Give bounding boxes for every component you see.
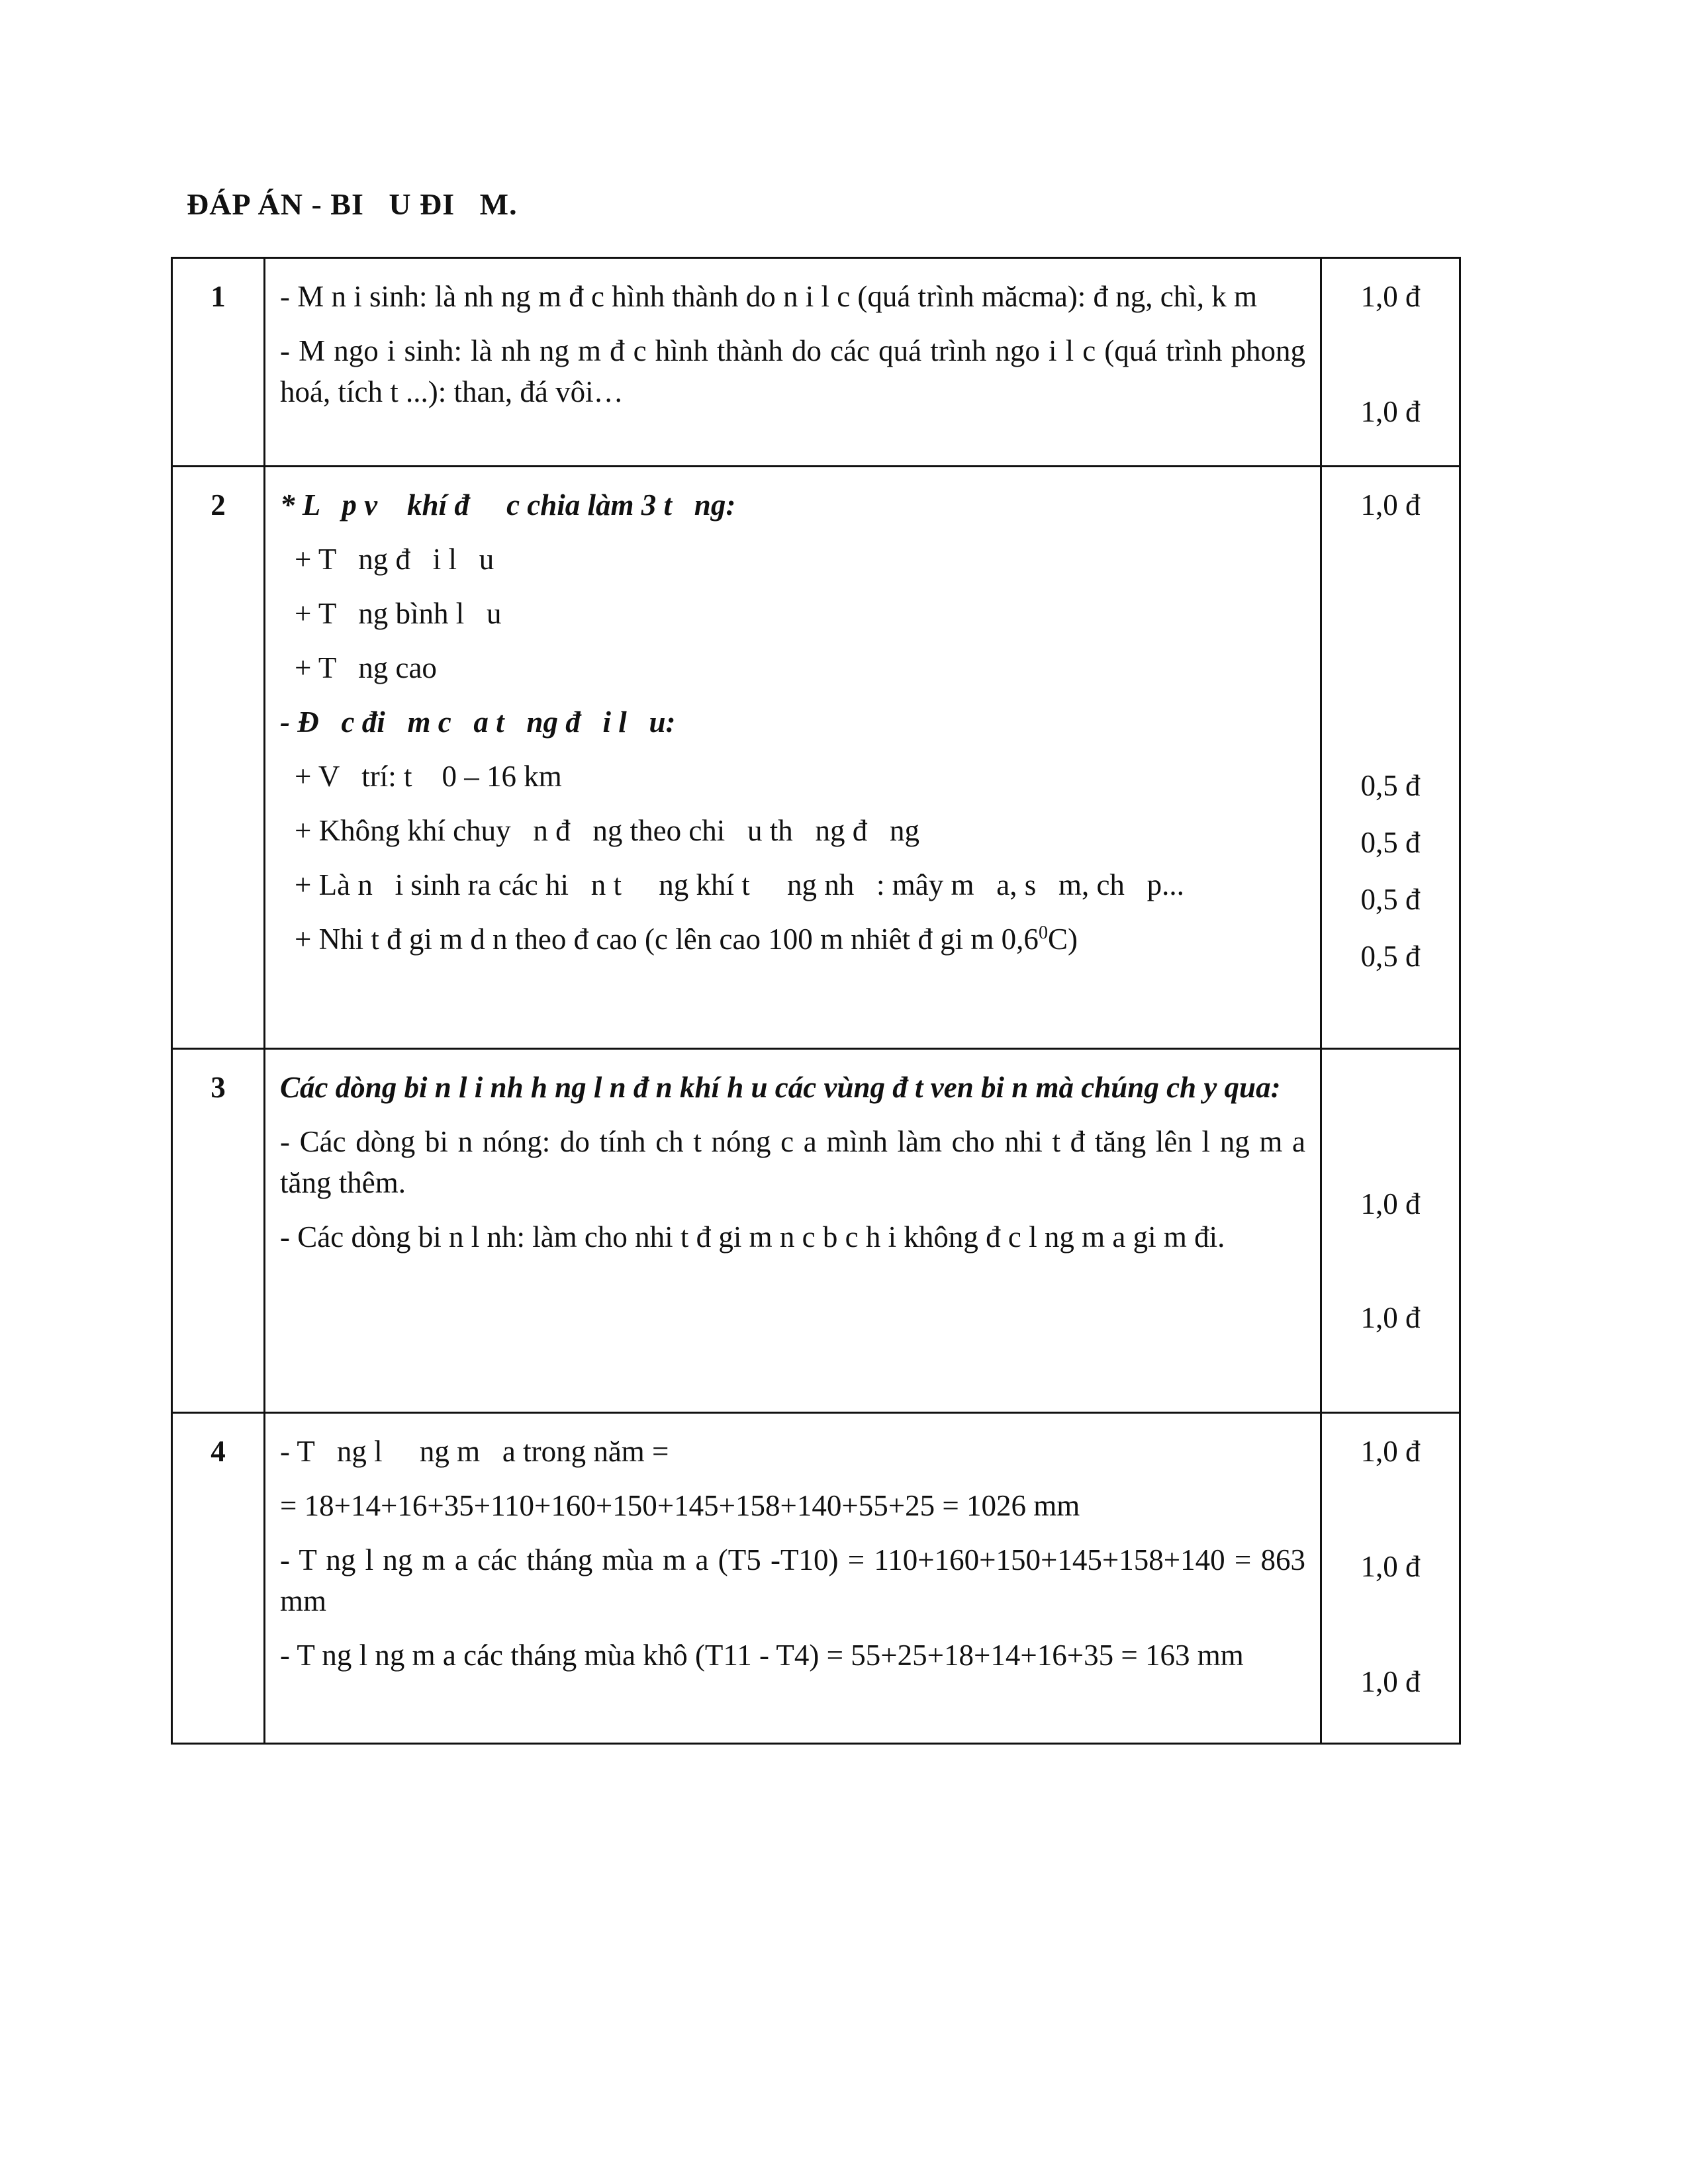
score: 1,0 đ bbox=[1360, 1435, 1421, 1468]
answer-line: = 18+14+16+35+110+160+150+145+158+140+55+25 = 1026 mm bbox=[280, 1489, 1080, 1522]
score: 1,0 đ bbox=[1360, 488, 1421, 522]
answer-line: - Các dòng bi n l nh: làm cho nhi t đ gi m n c b c h i không đ c l ng m a gi m đi. bbox=[280, 1220, 1225, 1253]
score: 0,5 đ bbox=[1360, 883, 1421, 916]
score: 1,0 đ bbox=[1360, 1301, 1421, 1334]
answer-line: - Các dòng bi n nóng: do tính ch t nóng c a mình làm cho nhi t đ tăng lên l ng m a tăng thêm. bbox=[280, 1125, 1305, 1199]
score: 1,0 đ bbox=[1360, 280, 1421, 313]
section-subheading: - Đ c đi m c a t ng đ i l u: bbox=[280, 705, 676, 739]
score: 0,5 đ bbox=[1360, 826, 1421, 859]
table-row bbox=[172, 1049, 1460, 1413]
section-heading: * L p v khí đ c chia làm 3 t ng: bbox=[280, 488, 736, 522]
score: 1,0 đ bbox=[1360, 1665, 1421, 1698]
feature-item: + V trí: t 0 – 16 km bbox=[295, 760, 562, 793]
table-row bbox=[172, 467, 1460, 1049]
score-cell bbox=[1321, 1049, 1460, 1413]
score: 0,5 đ bbox=[1360, 940, 1421, 973]
feature-item bbox=[280, 919, 1305, 960]
feature-item: + Là n i sinh ra các hi n t ng khí t ng nh : mây m a, s m, ch p... bbox=[295, 868, 1184, 901]
score-cell bbox=[1321, 467, 1460, 1049]
layer-item: + T ng cao bbox=[295, 651, 437, 684]
answer-content bbox=[265, 1413, 1321, 1744]
answer-line: - M ngo i sinh: là nh ng m đ c hình thành do các quá trình ngo i l c (quá trình phong hoá, tích t ...): than, đá vôi… bbox=[280, 334, 1305, 408]
score-cell bbox=[1321, 258, 1460, 467]
layer-item: + T ng bình l u bbox=[295, 597, 502, 630]
answer-content bbox=[265, 1049, 1321, 1413]
answer-line: - T ng l ng m a các tháng mùa khô (T11 - T4) = 55+25+18+14+16+35 = 163 mm bbox=[280, 1639, 1244, 1672]
degree-superscript: 0 bbox=[1038, 923, 1048, 943]
score: 0,5 đ bbox=[1360, 769, 1421, 802]
question-number: 2 bbox=[172, 467, 265, 1049]
answer-line: - T ng l ng m a trong năm = bbox=[280, 1435, 669, 1468]
layer-item: + T ng đ i l u bbox=[295, 543, 494, 576]
question-number: 3 bbox=[172, 1049, 265, 1413]
score: 1,0 đ bbox=[1360, 1550, 1421, 1583]
answer-table bbox=[171, 257, 1461, 1745]
score: 1,0 đ bbox=[1360, 395, 1421, 428]
score-cell bbox=[1321, 1413, 1460, 1744]
question-number: 1 bbox=[172, 258, 265, 467]
answer-content bbox=[265, 467, 1321, 1049]
answer-line: - M n i sinh: là nh ng m đ c hình thành do n i l c (quá trình măcma): đ ng, chì, k m bbox=[280, 280, 1258, 313]
table-row bbox=[172, 1413, 1460, 1744]
score: 1,0 đ bbox=[1360, 1187, 1421, 1220]
feature-unit: C) bbox=[1047, 923, 1078, 956]
question-number: 4 bbox=[172, 1413, 265, 1744]
feature-text: + Nhi t đ gi m d n theo đ cao (c lên cao 100 m nhiêt đ gi m 0,6 bbox=[295, 923, 1039, 956]
answer-content bbox=[265, 258, 1321, 467]
feature-item: + Không khí chuy n đ ng theo chi u th ng đ ng bbox=[295, 814, 920, 847]
page-title: ĐÁP ÁN - BI U ĐI M. bbox=[187, 187, 518, 221]
section-heading: Các dòng bi n l i nh h ng l n đ n khí h u các vùng đ t ven bi n mà chúng ch y qua: bbox=[280, 1071, 1281, 1104]
answer-line: - T ng l ng m a các tháng mùa m a (T5 -T10) = 110+160+150+145+158+140 = 863 mm bbox=[280, 1543, 1305, 1617]
table-row bbox=[172, 258, 1460, 467]
